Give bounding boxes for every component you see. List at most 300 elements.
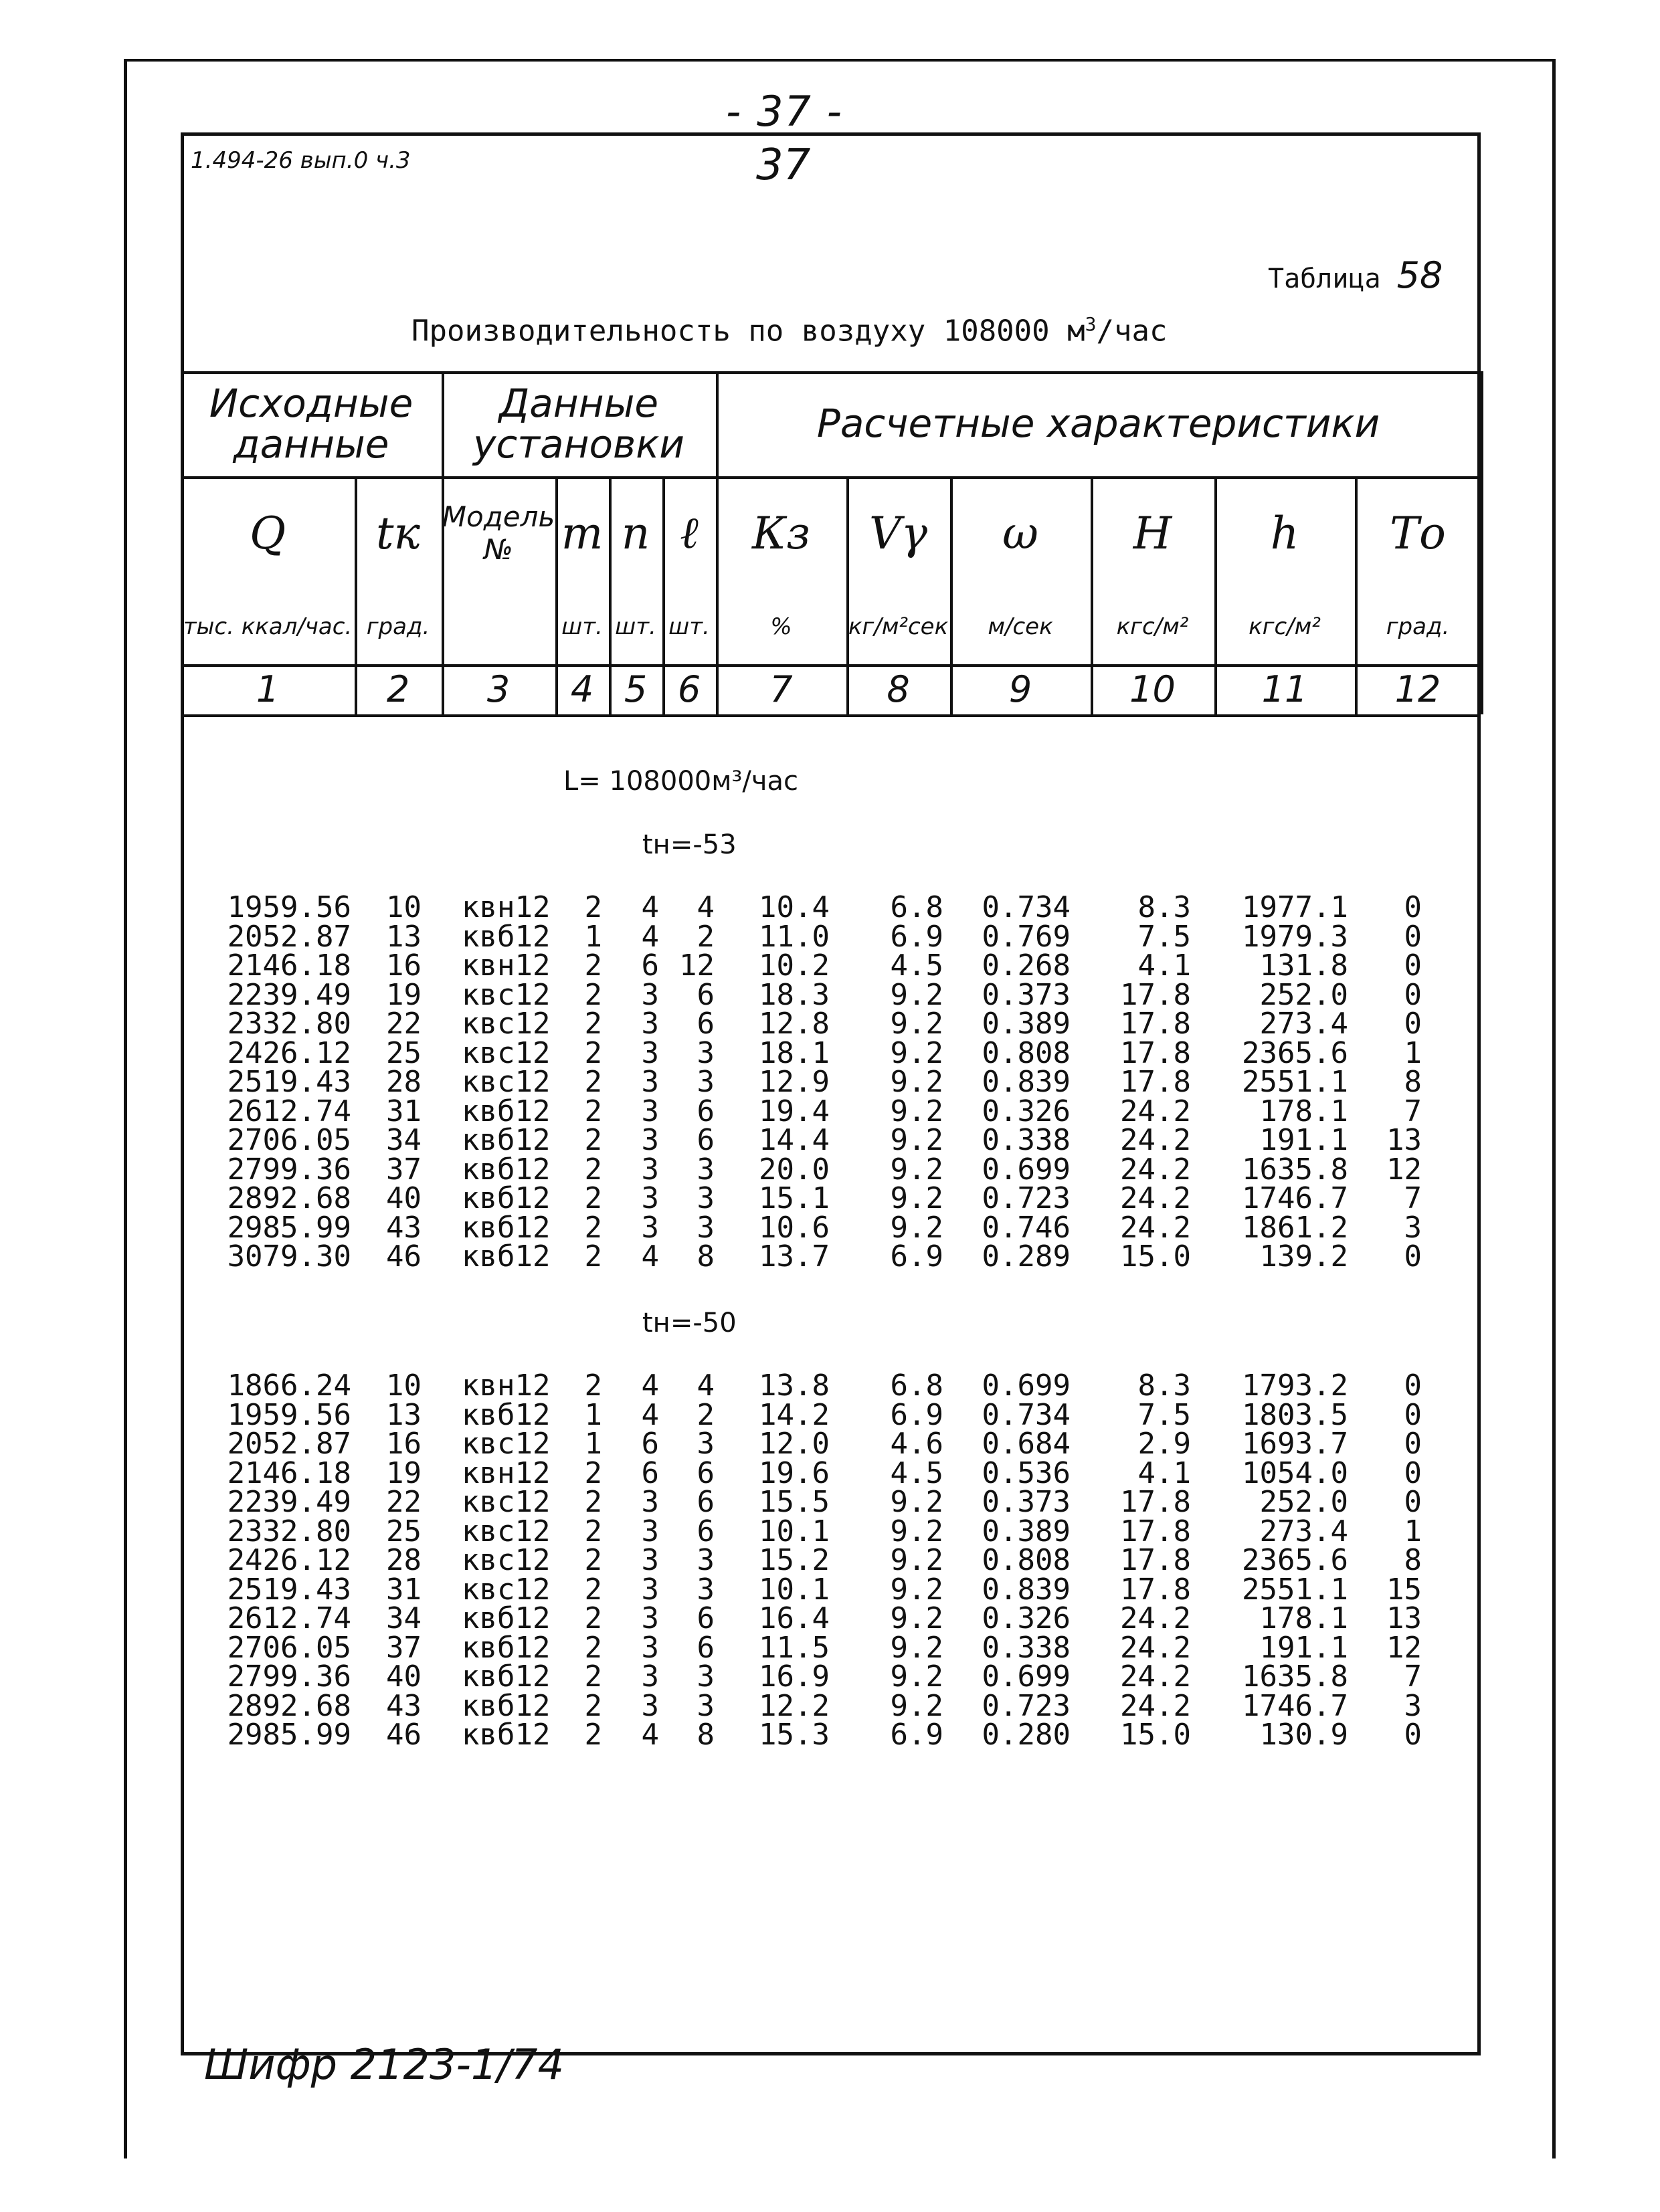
table-cell: 3 [641,1152,659,1187]
table-cell: 0.699 [982,1369,1071,1403]
table-cell: квс12 [462,1514,551,1548]
table-cell: 0 [1404,1397,1422,1432]
table-cell: 3 [641,1660,659,1694]
table-cell: 191.1 [1259,1630,1348,1665]
table-cell: 3 [697,1035,715,1070]
table-cell: 8 [697,1239,715,1274]
table-cell: 7 [1404,1660,1422,1694]
table-cell: 1693.7 [1242,1427,1348,1461]
table-cell: 16.4 [759,1601,830,1635]
table-cell: 8.3 [1137,1369,1191,1403]
table-cell: 17.8 [1120,1065,1191,1099]
table-cell: 2 [584,1123,602,1157]
table-cell: 2612.74 [227,1601,351,1635]
table-cell: 0 [1404,1718,1422,1752]
table-number: 58 [1396,254,1443,296]
table-cell: 0 [1404,1007,1422,1041]
table-cell: 9.2 [890,1123,943,1157]
table-cell: 31 [386,1094,422,1128]
column-symbol: Q [249,507,286,559]
table-cell: 6.9 [890,919,943,954]
column-symbol: H [1133,507,1172,559]
table-row [0,1514,1660,1548]
table-cell: 46 [386,1239,422,1274]
table-cell: 2519.43 [227,1065,351,1099]
table-cell: 15.2 [759,1543,830,1577]
table-cell: 4.1 [1137,948,1191,983]
table-row [0,890,1660,924]
column-unit: кг/м²сек [848,613,949,640]
table-cell: 18.3 [759,977,830,1012]
table-cell: 1746.7 [1242,1688,1348,1723]
table-cell: 0 [1404,948,1422,983]
table-cell: 2052.87 [227,1427,351,1461]
table-cell: 2 [584,1601,602,1635]
table-cell: 4 [697,890,715,924]
table-cell: 0.389 [982,1007,1071,1041]
table-cell: 0.373 [982,1485,1071,1519]
data-table [0,890,1660,1274]
header-divider [442,371,444,476]
table-cell: 3 [641,977,659,1012]
table-cell: 1866.24 [227,1369,351,1403]
table-cell: 1 [1404,1514,1422,1548]
table-cell: 3 [641,1035,659,1070]
table-cell: 2146.18 [227,948,351,983]
table-cell: 9.2 [890,1094,943,1128]
table-cell: 9.2 [890,1660,943,1694]
table-cell: квб12 [462,1239,551,1274]
table-cell: 7 [1404,1181,1422,1215]
table-cell: 191.1 [1259,1123,1348,1157]
table-cell: 3 [641,1601,659,1635]
column-number: 8 [887,668,910,710]
table-cell: 17.8 [1120,977,1191,1012]
table-cell: 15.0 [1120,1718,1191,1752]
table-cell: 3 [641,1123,659,1157]
table-cell: 1979.3 [1242,919,1348,954]
table-cell: 2146.18 [227,1455,351,1490]
table-cell: 1977.1 [1242,890,1348,924]
table-row [0,1035,1660,1070]
table-cell: 6 [697,1007,715,1041]
table-cell: 0 [1404,977,1422,1012]
column-symbol: tк [376,507,420,559]
table-cell: 252.0 [1259,977,1348,1012]
table-cell: 1635.8 [1242,1660,1348,1694]
table-cell: 3 [1404,1688,1422,1723]
table-cell: 0.268 [982,948,1071,983]
table-cell: квн12 [462,948,551,983]
table-row [0,1662,1660,1692]
table-cell: 2 [584,1630,602,1665]
table-cell: 0 [1404,1485,1422,1519]
table-cell: 12 [1386,1152,1422,1187]
table-cell: 2612.74 [227,1094,351,1128]
table-cell: 2 [584,1455,602,1490]
table-row [0,1210,1660,1245]
table-cell: квб12 [462,919,551,954]
table-cell: квб12 [462,1123,551,1157]
table-cell: 3 [641,1094,659,1128]
table-cell: 2239.49 [227,977,351,1012]
table-cell: 2 [697,919,715,954]
title-text: Производительность по воздуху 108000 м [411,314,1085,348]
table-cell: 25 [386,1035,422,1070]
table-cell: 2892.68 [227,1181,351,1215]
table-cell: квб12 [462,1152,551,1187]
table-cell: 2985.99 [227,1210,351,1245]
table-cell: 16 [386,1427,422,1461]
table-label [1268,254,1443,296]
table-cell: 3 [697,1210,715,1245]
table-cell: квн12 [462,1369,551,1403]
table-row [0,1239,1660,1274]
table-cell: 16 [386,948,422,983]
page-number: 37 [756,140,811,190]
table-cell: 2 [584,890,602,924]
table-cell: 3 [641,1065,659,1099]
table-cell: квб12 [462,1630,551,1665]
table-cell: 2 [584,1152,602,1187]
table-row [0,1152,1660,1187]
table-cell: 139.2 [1259,1239,1348,1274]
table-row [0,1123,1660,1157]
table-cell: 1861.2 [1242,1210,1348,1245]
table-cell: квс12 [462,1427,551,1461]
table-cell: 6 [697,1601,715,1635]
column-unit: кгс/м² [1249,613,1321,640]
table-cell: 2 [584,1239,602,1274]
table-cell: 6.9 [890,1397,943,1432]
table-cell: 3 [697,1181,715,1215]
table-cell: 3 [641,1181,659,1215]
table-cell: 0.338 [982,1630,1071,1665]
table-cell: 1635.8 [1242,1152,1348,1187]
table-cell: 1054.0 [1242,1455,1348,1490]
data-table [0,1371,1660,1750]
table-cell: квб12 [462,1688,551,1723]
table-cell: 130.9 [1259,1718,1348,1752]
table-cell: 0.839 [982,1065,1071,1099]
table-cell: 24.2 [1120,1210,1191,1245]
table-cell: 8 [1404,1543,1422,1577]
table-cell: 6 [697,1455,715,1490]
table-row [0,948,1660,983]
table-cell: 1746.7 [1242,1181,1348,1215]
table-cell: 6 [697,1514,715,1548]
table-cell: 2 [584,1660,602,1694]
table-cell: 12.0 [759,1427,830,1461]
table-cell: 4 [641,1397,659,1432]
column-group-2: Данные установки [473,380,684,467]
table-cell: 0.839 [982,1572,1071,1607]
column-unit: м/сек [988,613,1053,640]
column-unit: град. [366,613,430,640]
table-cell: 3 [697,1152,715,1187]
table-cell: 0.373 [982,977,1071,1012]
table-cell: 28 [386,1543,422,1577]
table-row [0,1397,1660,1432]
column-symbol: ℓ [680,507,699,559]
column-unit: град. [1386,613,1450,640]
table-cell: квс12 [462,1543,551,1577]
column-unit: шт. [615,613,656,640]
section-label: tн=-53 [642,829,737,860]
table-cell: 3 [697,1572,715,1607]
table-cell: 2 [584,1514,602,1548]
table-cell: 13.7 [759,1239,830,1274]
table-cell: 178.1 [1259,1094,1348,1128]
table-cell: 4.5 [890,1455,943,1490]
column-divider [1481,476,1483,714]
table-cell: 34 [386,1123,422,1157]
table-cell: 0.734 [982,890,1071,924]
table-cell: 24.2 [1120,1630,1191,1665]
table-cell: 2706.05 [227,1123,351,1157]
table-cell: 2 [584,1572,602,1607]
table-cell: квс12 [462,1065,551,1099]
table-row [0,977,1660,1012]
table-cell: 28 [386,1065,422,1099]
table-cell: 10.6 [759,1210,830,1245]
table-cell: квб12 [462,1601,551,1635]
table-cell: 4 [641,890,659,924]
table-cell: 40 [386,1181,422,1215]
table-cell: 9.2 [890,1152,943,1187]
table-cell: 19.6 [759,1455,830,1490]
table-cell: 2985.99 [227,1718,351,1752]
column-symbol: h [1270,507,1299,559]
table-cell: 24.2 [1120,1660,1191,1694]
table-cell: 10.1 [759,1514,830,1548]
table-cell: 9.2 [890,1210,943,1245]
table-cell: 3 [697,1065,715,1099]
table-cell: 13 [386,1397,422,1432]
table-cell: 9.2 [890,977,943,1012]
table-cell: 20.0 [759,1152,830,1187]
table-cell: 178.1 [1259,1601,1348,1635]
column-number: 6 [677,668,701,710]
table-cell: 7.5 [1137,1397,1191,1432]
table-cell: 6.9 [890,1718,943,1752]
table-cell: 15.5 [759,1485,830,1519]
table-cell: 13 [1386,1601,1422,1635]
table-cell: квс12 [462,1485,551,1519]
table-cell: 10.4 [759,890,830,924]
table-cell: 6 [697,1630,715,1665]
table-cell: 16.9 [759,1660,830,1694]
column-number: 5 [624,668,648,710]
table-cell: 19 [386,977,422,1012]
table-cell: 0.699 [982,1152,1071,1187]
table-cell: квб12 [462,1718,551,1752]
table-cell: 12 [1386,1630,1422,1665]
table-row [0,1688,1660,1723]
table-cell: 6.8 [890,890,943,924]
table-row [0,1720,1660,1750]
table-cell: 4 [641,1239,659,1274]
table-cell: 2 [584,977,602,1012]
column-group-1: Исходные данные [209,380,413,467]
table-cell: 43 [386,1688,422,1723]
table-cell: 2 [697,1397,715,1432]
table-cell: 3 [641,1630,659,1665]
table-cell: 17.8 [1120,1007,1191,1041]
table-cell: 2 [584,1007,602,1041]
table-cell: 3 [641,1514,659,1548]
table-cell: 1959.56 [227,890,351,924]
table-cell: 9.2 [890,1630,943,1665]
table-cell: 2 [584,1718,602,1752]
table-cell: 8.3 [1137,890,1191,924]
column-symbol: Модель № [442,500,555,566]
table-cell: 4 [641,1718,659,1752]
table-cell: 0.699 [982,1660,1071,1694]
table-cell: 0.808 [982,1543,1071,1577]
table-cell: 1793.2 [1242,1369,1348,1403]
column-number: 10 [1129,668,1176,710]
table-cell: 3 [697,1688,715,1723]
column-symbol: m [561,507,604,559]
table-row [0,1009,1660,1039]
table-cell: 2799.36 [227,1660,351,1694]
column-group-3: Расчетные характеристики [816,401,1380,447]
table-cell: квн12 [462,1455,551,1490]
table-cell: 0.536 [982,1455,1071,1490]
table-row [0,1065,1660,1099]
table-row [0,919,1660,954]
table-cell: 9.2 [890,1485,943,1519]
table-row [0,1543,1660,1577]
table-cell: 2365.6 [1242,1543,1348,1577]
column-symbol: n [621,507,650,559]
table-cell: 10 [386,1369,422,1403]
table-cell: 6 [641,948,659,983]
table-cell: 12.9 [759,1065,830,1099]
table-cell: 1 [584,919,602,954]
table-cell: 4 [641,1369,659,1403]
column-unit: шт. [561,613,603,640]
column-number: 4 [570,668,594,710]
table-row [0,1181,1660,1215]
table-row [0,1094,1660,1128]
table-cell: 273.4 [1259,1007,1348,1041]
table-cell: 9.2 [890,1688,943,1723]
table-cell: 2519.43 [227,1572,351,1607]
table-cell: квс12 [462,1572,551,1607]
table-cell: 24.2 [1120,1094,1191,1128]
table-cell: 0.808 [982,1035,1071,1070]
table-cell: 37 [386,1630,422,1665]
table-cell: 1 [584,1397,602,1432]
table-cell: 2332.80 [227,1514,351,1548]
table-row [0,1371,1660,1401]
table-cell: 2706.05 [227,1630,351,1665]
table-cell: 6 [641,1427,659,1461]
table-cell: 4.6 [890,1427,943,1461]
table-cell: 12.8 [759,1007,830,1041]
table-cell: 17.8 [1120,1035,1191,1070]
table-cell: 3 [641,1007,659,1041]
table-cell: квб12 [462,1660,551,1694]
table-cell: 1959.56 [227,1397,351,1432]
table-label-text: Таблица [1268,264,1381,294]
table-cell: 0.326 [982,1094,1071,1128]
table-cell: 13 [1386,1123,1422,1157]
table-cell: 3079.30 [227,1239,351,1274]
table-cell: 24.2 [1120,1181,1191,1215]
table-cell: квн12 [462,890,551,924]
table-cell: 2 [584,1543,602,1577]
table-cell: 4 [641,919,659,954]
table-cell: 2 [584,1485,602,1519]
page-mark: - 37 - [726,87,844,136]
table-row [0,1572,1660,1607]
table-cell: 9.2 [890,1601,943,1635]
table-cell: 0.326 [982,1601,1071,1635]
table-cell: 0 [1404,1427,1422,1461]
table-cell: 2551.1 [1242,1065,1348,1099]
table-cell: 25 [386,1514,422,1548]
table-cell: 0 [1404,919,1422,954]
table-cell: 9.2 [890,1572,943,1607]
table-cell: 0.746 [982,1210,1071,1245]
table-cell: 2052.87 [227,919,351,954]
table-cell: квб12 [462,1094,551,1128]
table-cell: 7 [1404,1094,1422,1128]
table-row [0,1429,1660,1459]
table-cell: 3 [697,1543,715,1577]
table-cell: 2 [584,1369,602,1403]
document-reference: 1.494-26 вып.0 ч.3 [191,147,411,174]
table-cell: 15.3 [759,1718,830,1752]
column-symbol: Vγ [868,507,928,559]
table-cell: 0.769 [982,919,1071,954]
table-cell: 273.4 [1259,1514,1348,1548]
table-cell: 2332.80 [227,1007,351,1041]
table-cell: 11.5 [759,1630,830,1665]
table-cell: 1 [1404,1035,1422,1070]
table-cell: 0.734 [982,1397,1071,1432]
table-cell: 2799.36 [227,1152,351,1187]
title-tail: /час [1096,314,1168,348]
table-cell: 19.4 [759,1094,830,1128]
column-number: 11 [1261,668,1308,710]
table-cell: 14.4 [759,1123,830,1157]
column-unit: кгс/м² [1116,613,1189,640]
table-cell: 2 [584,1210,602,1245]
table-cell: 0.684 [982,1427,1071,1461]
table-row [0,1601,1660,1635]
table-cell: 19 [386,1455,422,1490]
header-divider [181,371,183,476]
title-superscript: 3 [1085,313,1097,335]
table-cell: 11.0 [759,919,830,954]
table-cell: 2239.49 [227,1485,351,1519]
table-cell: 37 [386,1152,422,1187]
table-cell: 43 [386,1210,422,1245]
table-cell: 2 [584,1035,602,1070]
column-number: 2 [386,668,410,710]
table-cell: 0.289 [982,1239,1071,1274]
table-cell: 3 [641,1210,659,1245]
table-cell: 0 [1404,1239,1422,1274]
header-rule [181,714,1481,717]
table-cell: 22 [386,1007,422,1041]
footer-code: Шифр 2123-1/74 [204,2040,565,2089]
table-cell: 2426.12 [227,1035,351,1070]
